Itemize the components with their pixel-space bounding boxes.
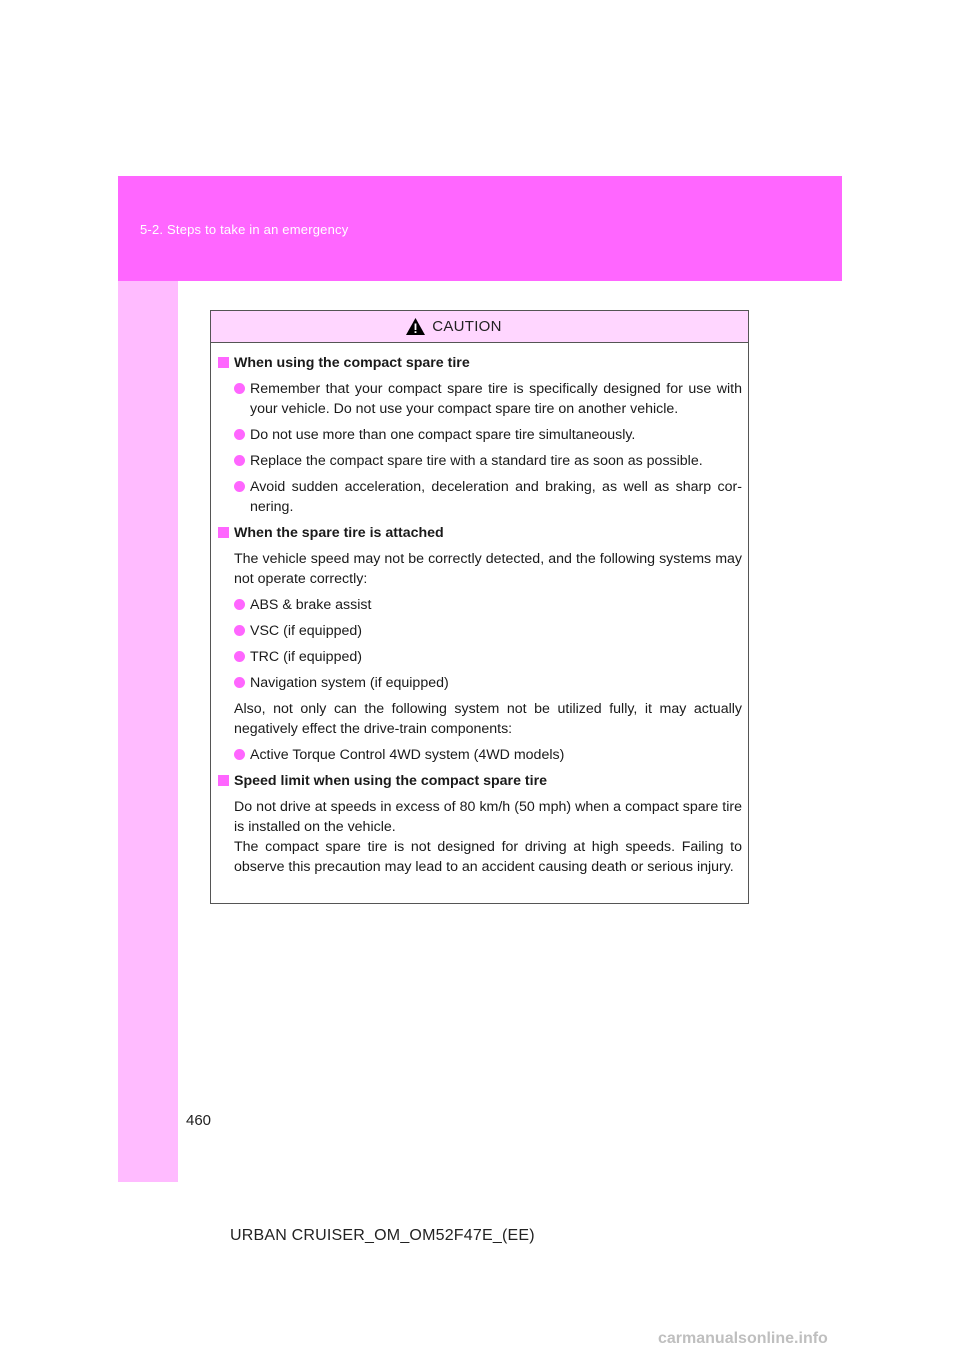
- circle-bullet-icon: [234, 383, 245, 394]
- list-item: [218, 595, 742, 615]
- circle-bullet-icon: [234, 599, 245, 610]
- list-item: [218, 477, 742, 517]
- list-item-text: TRC (if equipped): [250, 649, 362, 665]
- square-bullet-icon: [218, 527, 229, 538]
- paragraph: The vehicle speed may not be correctly detected, and the following systems may not operate correctly:: [234, 551, 742, 587]
- section-title: 5-2. Steps to take in an emergency: [140, 222, 349, 237]
- list-item-text: Do not use more than one compact spare tire simultaneously.: [250, 427, 636, 443]
- warning-triangle-icon: [405, 317, 426, 336]
- caution-body: [211, 343, 748, 877]
- list-item-text: Remember that your compact spare tire is specifically designed for use with your vehicle. Do not use your compact spare tire on another vehicle.: [250, 381, 742, 417]
- watermark: carmanualsonline.info: [658, 1330, 828, 1347]
- list-item: [218, 425, 742, 445]
- page-number: 460: [186, 1112, 212, 1129]
- heading-text: When the spare tire is attached: [234, 525, 444, 541]
- circle-bullet-icon: [234, 749, 245, 760]
- list-item-text: ABS & brake assist: [250, 597, 372, 613]
- side-strip: [118, 281, 178, 1182]
- heading-text: Speed limit when using the compact spare tire: [234, 773, 547, 789]
- list-item: [218, 451, 742, 471]
- list-item: [218, 621, 742, 641]
- paragraph: The compact spare tire is not designed for driving at high speeds. Failing to observe this precaution may lead to an accident causing death or serious injury.: [234, 839, 742, 875]
- caution-header: [211, 311, 748, 343]
- list-item: [218, 745, 742, 765]
- list-item: [218, 673, 742, 693]
- list-item-text: Active Torque Control 4WD system (4WD models): [250, 747, 565, 763]
- circle-bullet-icon: [234, 625, 245, 636]
- section-heading: [218, 523, 742, 543]
- square-bullet-icon: [218, 775, 229, 786]
- circle-bullet-icon: [234, 651, 245, 662]
- caution-label: CAUTION: [432, 318, 502, 335]
- heading-text: When using the compact spare tire: [234, 355, 470, 371]
- list-item-text: VSC (if equipped): [250, 623, 362, 639]
- section-heading: [218, 771, 742, 791]
- section-heading: [218, 353, 742, 373]
- list-item-text: Avoid sudden acceleration, deceleration and braking, as well as sharp cor-nering.: [250, 479, 742, 515]
- square-bullet-icon: [218, 357, 229, 368]
- circle-bullet-icon: [234, 481, 245, 492]
- circle-bullet-icon: [234, 677, 245, 688]
- list-item: [218, 647, 742, 667]
- circle-bullet-icon: [234, 429, 245, 440]
- list-item: [218, 379, 742, 419]
- list-item-text: Navigation system (if equipped): [250, 675, 449, 691]
- caution-box: [210, 310, 749, 904]
- paragraph: Do not drive at speeds in excess of 80 km/h (50 mph) when a compact spare tire is installed on the vehicle.: [234, 799, 742, 835]
- paragraph: Also, not only can the following system not be utilized fully, it may actually negatively effect the drive-train components:: [234, 701, 742, 737]
- circle-bullet-icon: [234, 455, 245, 466]
- list-item-text: Replace the compact spare tire with a standard tire as soon as possible.: [250, 453, 703, 469]
- footer-code: URBAN CRUISER_OM_OM52F47E_(EE): [230, 1227, 535, 1244]
